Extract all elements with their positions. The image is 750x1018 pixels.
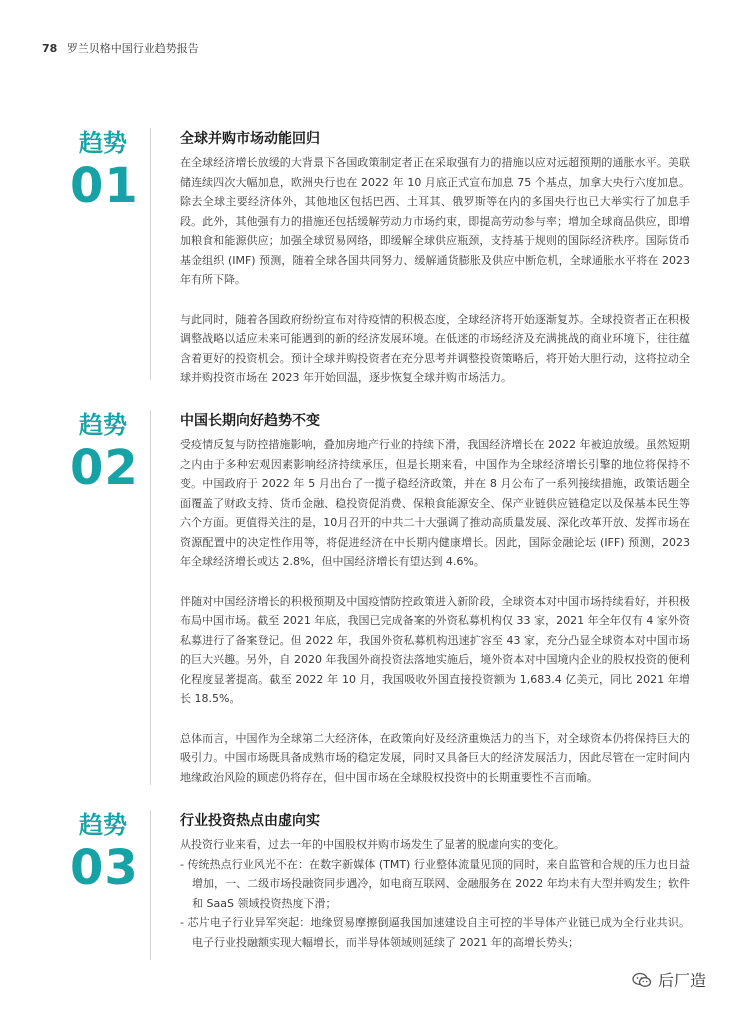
trend-title: 行业投资热点由虚向实 [180, 813, 320, 829]
trend-label-text: 趋势 [79, 411, 127, 439]
trend-title: 中国长期向好趋势不变 [180, 413, 320, 429]
paragraph: 与此同时，随着各国政府纷纷宣布对待疫情的积极态度，全球经济将开始逐渐复苏。全球投资者正在积极调整战略以适应未来可能遇到的新的经济发展环境。在低迷的市场经济及充满挑战的商业环境下，往往蕴含着更好的投资机会。预计全球并购投资者在充分思考并调整投资策略后，将开始大胆行动，这将拉动全球并购投资市场在 2023 年开始回温，逐步恢复全球并购市场活力。 [180, 312, 690, 384]
trend-number: 03 [70, 840, 139, 896]
paragraph: 在全球经济增长放缓的大背景下各国政策制定者正在采取强有力的措施以应对远超预期的通胀水平。美联储连续四次大幅加息，欧洲央行也在 2022 年 10 月底正式宣布加息 75 个基点，加拿大央行六度加息。除去全球主要经济体外，其他地区包括巴西、土耳其、俄罗斯等在内的多国央行也已大举实行了加息手段。此外，其他强有力的措施还包括缓解劳动力市场约束，即提高劳动参与率；增加全球商品供应，即增加粮食和能源供应；加强全球贸易网络，即缓解全球供应瓶颈，支持基于规则的国际经济秩序。国际货币基金组织 (IMF) 预测，随着全球各国共同努力、缓解通货膨胀及供应中断危机，全球通胀水平将在 2023 年有所下降。 [180, 156, 690, 286]
page-header [42, 40, 199, 56]
trend-label-text: 趋势 [79, 129, 127, 157]
paragraph: 从投资行业来看，过去一年的中国股权并购市场发生了显著的脱虚向实的变化。 [180, 838, 565, 851]
report-title: 罗兰贝格中国行业趋势报告 [66, 42, 199, 55]
trend-01-content [180, 128, 690, 388]
watermark [632, 968, 706, 991]
trend-number: 01 [70, 158, 139, 214]
trend-02-label [70, 410, 139, 496]
trend-divider [150, 810, 151, 960]
trend-number: 02 [70, 440, 139, 496]
paragraph: 伴随对中国经济增长的积极预期及中国疫情防控政策进入新阶段，全球资本对中国市场持续看好，并积极布局中国市场。截至 2021 年底，我国已完成备案的外资私募机构仅 33 家，2021 年全年仅有 4 家外资私募进行了备案登记。但 2022 年，我国外资私募机构迅速扩容至 43 家，充分凸显全球资本对中国市场的巨大兴趣。另外，自 2020 年我国外商投资法落地实施后，境外资本对中国境内企业的股权投资的便利化程度显著提高。截至 2022 年 10 月，我国吸收外国直接投资额为 1,683.4 亿美元，同比 2021 年增长 18.5%。 [180, 594, 690, 705]
paragraph: 总体而言，中国作为全球第二大经济体，在政策向好及经济重焕活力的当下，对全球资本仍将保持巨大的吸引力。中国市场既具备成熟市场的稳定发展，同时又具备巨大的经济发展活力，因此尽管在一定时间内地缘政治风险的顾虑仍将存在，但中国市场在全球股权投资中的长期重要性不言而喻。 [180, 731, 690, 784]
trend-label-text: 趋势 [79, 811, 127, 839]
page-number: 78 [42, 42, 58, 55]
trend-03-content [180, 810, 690, 952]
trend-03-label [70, 810, 139, 896]
trend-02-content [180, 410, 690, 787]
paragraph: 受疫情反复与防控措施影响，叠加房地产行业的持续下滑，我国经济增长在 2022 年被迫放缓。虽然短期之内由于多种宏观因素影响经济持续承压，但是长期来看，中国作为全球经济增长引擎的地位将保持不变。中国政府于 2022 年 5 月出台了一揽子稳经济政策，并在 8 月公布了一系列接续措施，政策话题全面覆盖了财政支持、货币金融、稳投资促消费、保粮食能源安全、保产业链供应链稳定以及保基本民生等六个方面。更值得关注的是，10月召开的中共二十大强调了推动高质量发展、深化改革开放、发挥市场在资源配置中的决定性作用等，将促进经济在中长期内健康增长。因此，国际金融论坛 (IFF) 预测，2023 年全球经济增长或达 2.8%，但中国经济增长有望达到 4.6%。 [180, 438, 690, 568]
list-item: - 传统热点行业风光不在：在数字新媒体 (TMT) 行业整体流量见顶的同时，来自监管和合规的压力也日益增加，一、二级市场投融资同步遇冷，如电商互联网、金融服务在 2022 年均未有大型并购发生；软件和 SaaS 领域投资热度下滑； [180, 857, 690, 910]
list-item: - 芯片电子行业异军突起：地缘贸易摩擦倒逼我国加速建设自主可控的半导体产业链已成为全行业共识。电子行业投融额实现大幅增长，而半导体领域则延续了 2021 年的高增长势头； [180, 916, 690, 949]
trend-divider [150, 410, 151, 785]
trend-01-label [70, 128, 139, 214]
bullet-list [180, 855, 690, 953]
watermark-text: 后厂造 [658, 971, 707, 990]
trend-divider [150, 128, 151, 380]
wechat-icon [632, 972, 652, 988]
trend-title: 全球并购市场动能回归 [180, 131, 320, 147]
